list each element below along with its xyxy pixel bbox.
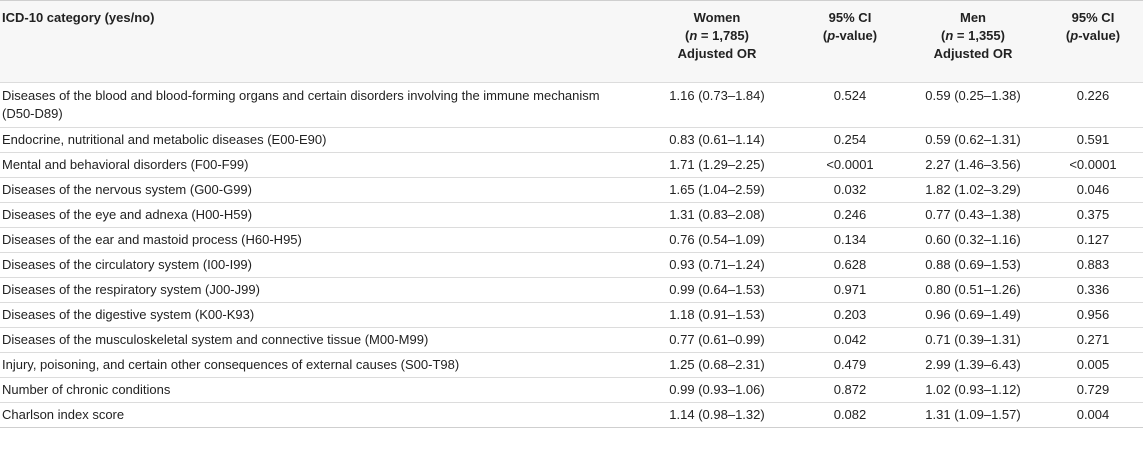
men-p-value: <0.0001 [1069, 157, 1117, 172]
table-body [0, 83, 1143, 428]
row-label: Mental and behavioral disorders (F00-F99) [2, 157, 249, 172]
header-men-ci-rest: -value) [1078, 28, 1121, 43]
row-label: Injury, poisoning, and certain other consequences of external causes (S00-T98) [2, 357, 460, 372]
row-label: Diseases of the blood and blood-forming organs and certain disorders involving the immune mechanism (D50-D89) [2, 88, 600, 121]
header-women-n [641, 27, 793, 45]
women-p-value: 0.203 [833, 307, 867, 322]
men-p-value: 0.127 [1076, 232, 1110, 247]
header-women-n-open: ( [685, 28, 690, 43]
men-adjusted-or: 2.27 (1.46–3.56) [925, 157, 1021, 172]
header-men-ci-open: ( [1065, 28, 1071, 43]
row-label: Endocrine, nutritional and metabolic diseases (E00-E90) [2, 132, 327, 147]
women-p-value: 0.042 [833, 332, 867, 347]
table-row [0, 378, 1143, 403]
women-p-value: 0.246 [833, 207, 867, 222]
header-men-adjusted-or [903, 1, 1043, 83]
table-row [0, 353, 1143, 378]
men-p-value: 0.375 [1076, 207, 1110, 222]
header-men-ci-line1: 95% CI [1071, 10, 1115, 25]
men-adjusted-or: 0.96 (0.69–1.49) [925, 307, 1021, 322]
men-adjusted-or: 1.31 (1.09–1.57) [925, 407, 1021, 422]
header-men-n [907, 27, 1039, 45]
women-adjusted-or: 0.83 (0.61–1.14) [669, 132, 765, 147]
men-adjusted-or: 1.82 (1.02–3.29) [925, 182, 1021, 197]
women-p-value: 0.134 [833, 232, 867, 247]
men-p-value: 0.271 [1076, 332, 1110, 347]
men-p-value: 0.956 [1076, 307, 1110, 322]
table-row [0, 253, 1143, 278]
header-men-n-open: ( [941, 28, 946, 43]
header-women-adjusted-or [637, 1, 797, 83]
women-adjusted-or: 1.25 (0.68–2.31) [669, 357, 765, 372]
table-row [0, 278, 1143, 303]
header-women-sub: Adjusted OR [677, 46, 757, 61]
header-women-ci [797, 1, 903, 83]
men-adjusted-or: 0.59 (0.25–1.38) [925, 88, 1021, 103]
header-women-ci-open: ( [822, 28, 828, 43]
table-row [0, 153, 1143, 178]
men-p-value: 0.729 [1076, 382, 1110, 397]
men-adjusted-or: 1.02 (0.93–1.12) [925, 382, 1021, 397]
row-label: Diseases of the circulatory system (I00-I99) [2, 257, 252, 272]
men-p-value: 0.336 [1076, 282, 1110, 297]
women-adjusted-or: 0.99 (0.93–1.06) [669, 382, 765, 397]
row-label: Diseases of the digestive system (K00-K93) [2, 307, 255, 322]
men-p-value: 0.005 [1076, 357, 1110, 372]
row-label: Diseases of the nervous system (G00-G99) [2, 182, 252, 197]
men-p-value: 0.046 [1076, 182, 1110, 197]
table-row [0, 228, 1143, 253]
women-adjusted-or: 0.93 (0.71–1.24) [669, 257, 765, 272]
men-adjusted-or: 0.80 (0.51–1.26) [925, 282, 1021, 297]
header-men-ci-line2 [1047, 27, 1139, 45]
header-men-ci [1043, 1, 1143, 83]
men-p-value: 0.883 [1076, 257, 1110, 272]
women-p-value: 0.254 [833, 132, 867, 147]
header-men-n-value: = 1,355) [953, 28, 1005, 43]
women-p-value: 0.524 [833, 88, 867, 103]
header-women-ci-line1: 95% CI [828, 10, 872, 25]
men-adjusted-or: 0.77 (0.43–1.38) [925, 207, 1021, 222]
women-adjusted-or: 1.65 (1.04–2.59) [669, 182, 765, 197]
table-row [0, 403, 1143, 428]
women-adjusted-or: 1.18 (0.91–1.53) [669, 307, 765, 322]
header-women-n-symbol: n [689, 28, 698, 43]
header-women-title: Women [693, 10, 741, 25]
header-men-ci-p: p [1070, 28, 1079, 43]
women-adjusted-or: 1.31 (0.83–2.08) [669, 207, 765, 222]
women-p-value: 0.628 [833, 257, 867, 272]
header-women-n-value: = 1,785) [697, 28, 749, 43]
table-row [0, 328, 1143, 353]
table-row [0, 303, 1143, 328]
men-adjusted-or: 0.59 (0.62–1.31) [925, 132, 1021, 147]
header-row [0, 1, 1143, 83]
table-row [0, 203, 1143, 228]
women-p-value: 0.971 [833, 282, 867, 297]
women-adjusted-or: 1.16 (0.73–1.84) [669, 88, 765, 103]
header-men-n-symbol: n [945, 28, 954, 43]
women-p-value: 0.872 [833, 382, 867, 397]
table-row [0, 128, 1143, 153]
women-adjusted-or: 0.99 (0.64–1.53) [669, 282, 765, 297]
women-adjusted-or: 0.77 (0.61–0.99) [669, 332, 765, 347]
men-adjusted-or: 0.71 (0.39–1.31) [925, 332, 1021, 347]
women-adjusted-or: 1.14 (0.98–1.32) [669, 407, 765, 422]
women-p-value: 0.032 [833, 182, 867, 197]
women-p-value: 0.479 [833, 357, 867, 372]
women-p-value: 0.082 [833, 407, 867, 422]
row-label: Number of chronic conditions [2, 382, 171, 397]
row-label: Diseases of the musculoskeletal system and connective tissue (M00-M99) [2, 332, 429, 347]
row-label: Diseases of the eye and adnexa (H00-H59) [2, 207, 253, 222]
women-p-value: <0.0001 [826, 157, 874, 172]
women-adjusted-or: 0.76 (0.54–1.09) [669, 232, 765, 247]
men-p-value: 0.591 [1076, 132, 1110, 147]
header-women-ci-line2 [801, 27, 899, 45]
women-adjusted-or: 1.71 (1.29–2.25) [669, 157, 765, 172]
row-label: Diseases of the respiratory system (J00-J99) [2, 282, 260, 297]
men-adjusted-or: 0.60 (0.32–1.16) [925, 232, 1021, 247]
men-adjusted-or: 2.99 (1.39–6.43) [925, 357, 1021, 372]
row-label: Diseases of the ear and mastoid process (H60-H95) [2, 232, 302, 247]
men-p-value: 0.226 [1076, 88, 1110, 103]
header-men-title: Men [960, 10, 986, 25]
men-p-value: 0.004 [1076, 407, 1110, 422]
table-row [0, 83, 1143, 128]
table-row [0, 178, 1143, 203]
header-women-ci-rest: -value) [835, 28, 878, 43]
table-header [0, 1, 1143, 83]
row-label: Charlson index score [2, 407, 125, 422]
header-icd-category: ICD-10 category (yes/no) [2, 10, 155, 25]
header-women-ci-p: p [827, 28, 836, 43]
header-men-sub: Adjusted OR [933, 46, 1013, 61]
men-adjusted-or: 0.88 (0.69–1.53) [925, 257, 1021, 272]
